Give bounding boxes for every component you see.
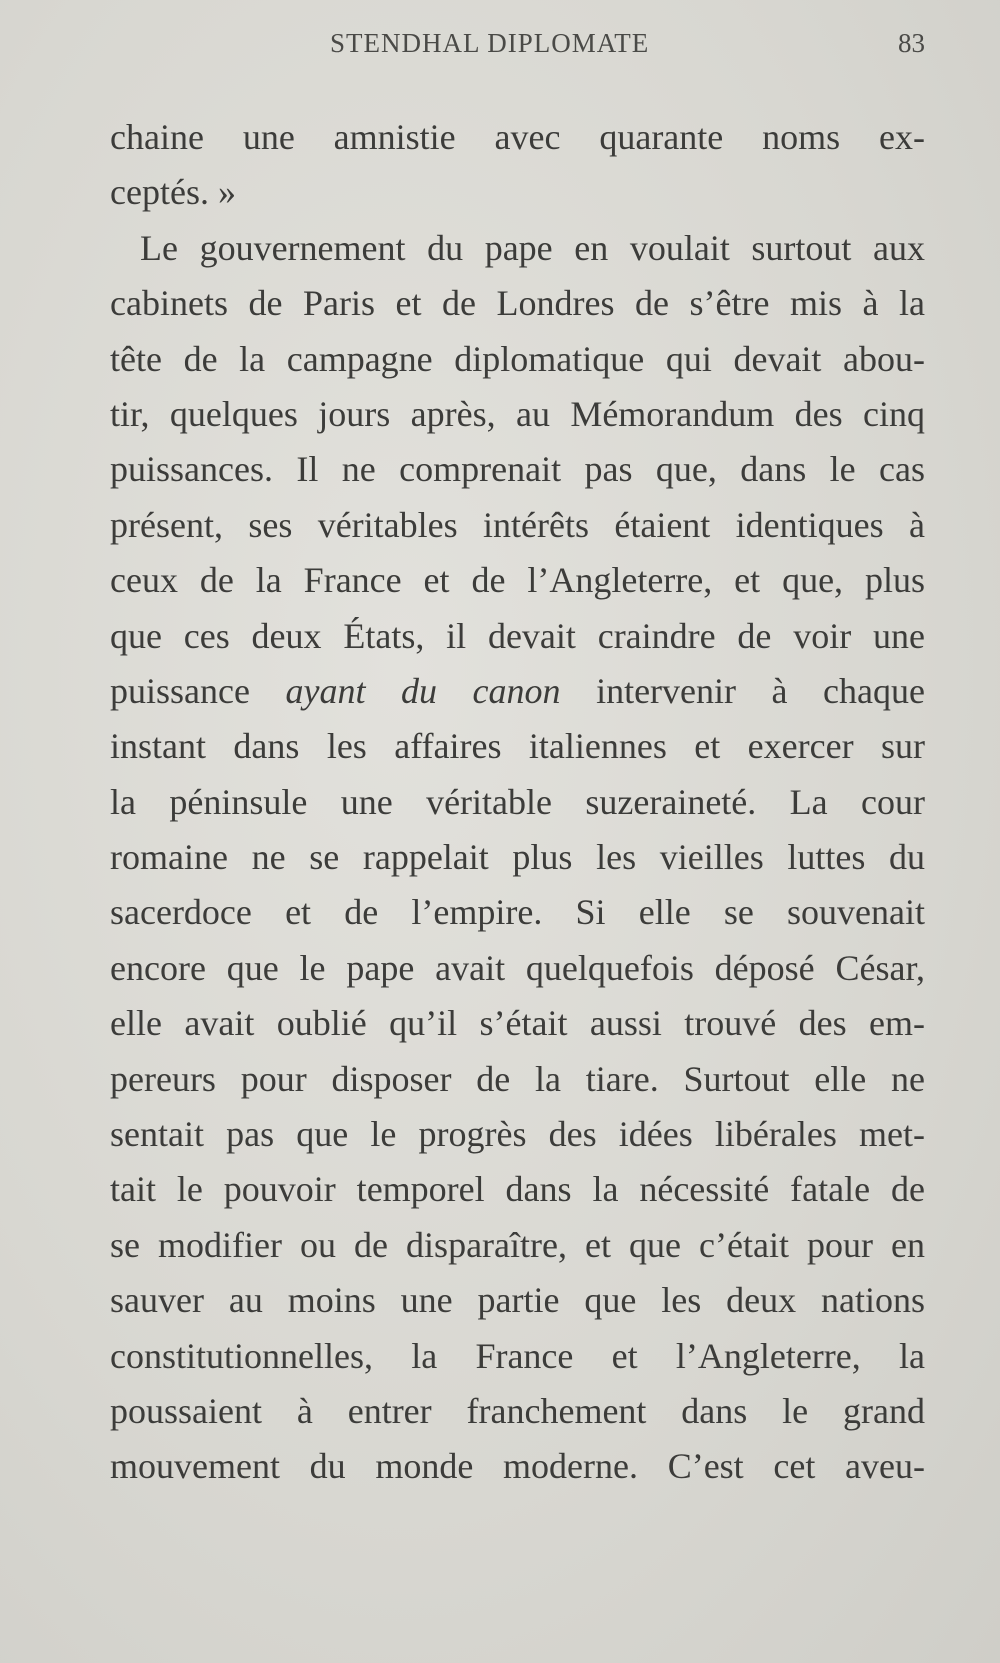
running-title: STENDHAL DIPLOMATE (330, 28, 650, 58)
italic-phrase: ayant du canon (285, 670, 561, 711)
text-line: Le gouvernement du pape en voulait surtout aux (140, 227, 925, 268)
text-line: tait le pouvoir temporel dans la nécessité fatale de (110, 1169, 925, 1210)
text-line (110, 664, 925, 719)
text-line: chaine une amnistie avec quarante noms ex- (110, 117, 925, 157)
text-line: elle avait oublié qu’il s’était aussi trouvé des em- (110, 1003, 925, 1044)
text-line: tête de la campagne diplomatique qui devait abou- (110, 338, 925, 379)
text-line: sacerdoce et de l’empire. Si elle se souvenait (110, 892, 925, 933)
text-line: ceux de la France et de l’Angleterre, et que, plus (110, 560, 925, 601)
text-line: romaine ne se rappelait plus les vieilles luttes du (110, 837, 925, 878)
text-line: se modifier ou de disparaître, et que c’était pour en (110, 1224, 925, 1265)
text-line: ceptés. » (110, 172, 236, 213)
text-line: constitutionnelles, la France et l’Angleterre, la (110, 1335, 925, 1376)
body-text (110, 110, 925, 1495)
page-number: 83 (898, 28, 925, 58)
text-line: instant dans les affaires italiennes et exercer sur (110, 726, 925, 767)
running-head (110, 28, 925, 68)
text-line: sentait pas que le progrès des idées libérales met- (110, 1114, 925, 1155)
text-line: que ces deux États, il devait craindre de voir une (110, 615, 925, 656)
text-line: la péninsule une véritable suzeraineté. La cour (110, 781, 925, 822)
text-line: sauver au moins une partie que les deux nations (110, 1280, 925, 1321)
text-line: puissances. Il ne comprenait pas que, dans le cas (110, 449, 925, 490)
text-line: tir, quelques jours après, au Mémorandum des cinq (110, 393, 925, 434)
text-line: mouvement du monde moderne. C’est cet aveu- (110, 1446, 925, 1487)
text-line: poussaient à entrer franchement dans le grand (110, 1390, 925, 1431)
text-segment: intervenir à chaque (560, 670, 925, 711)
text-line: présent, ses véritables intérêts étaient identiques à (110, 504, 925, 545)
text-segment: puissance (110, 670, 286, 711)
text-line: cabinets de Paris et de Londres de s’être mis à la (110, 283, 925, 324)
text-line: encore que le pape avait quelquefois déposé César, (110, 947, 925, 988)
text-line: pereurs pour disposer de la tiare. Surtout elle ne (110, 1058, 925, 1099)
